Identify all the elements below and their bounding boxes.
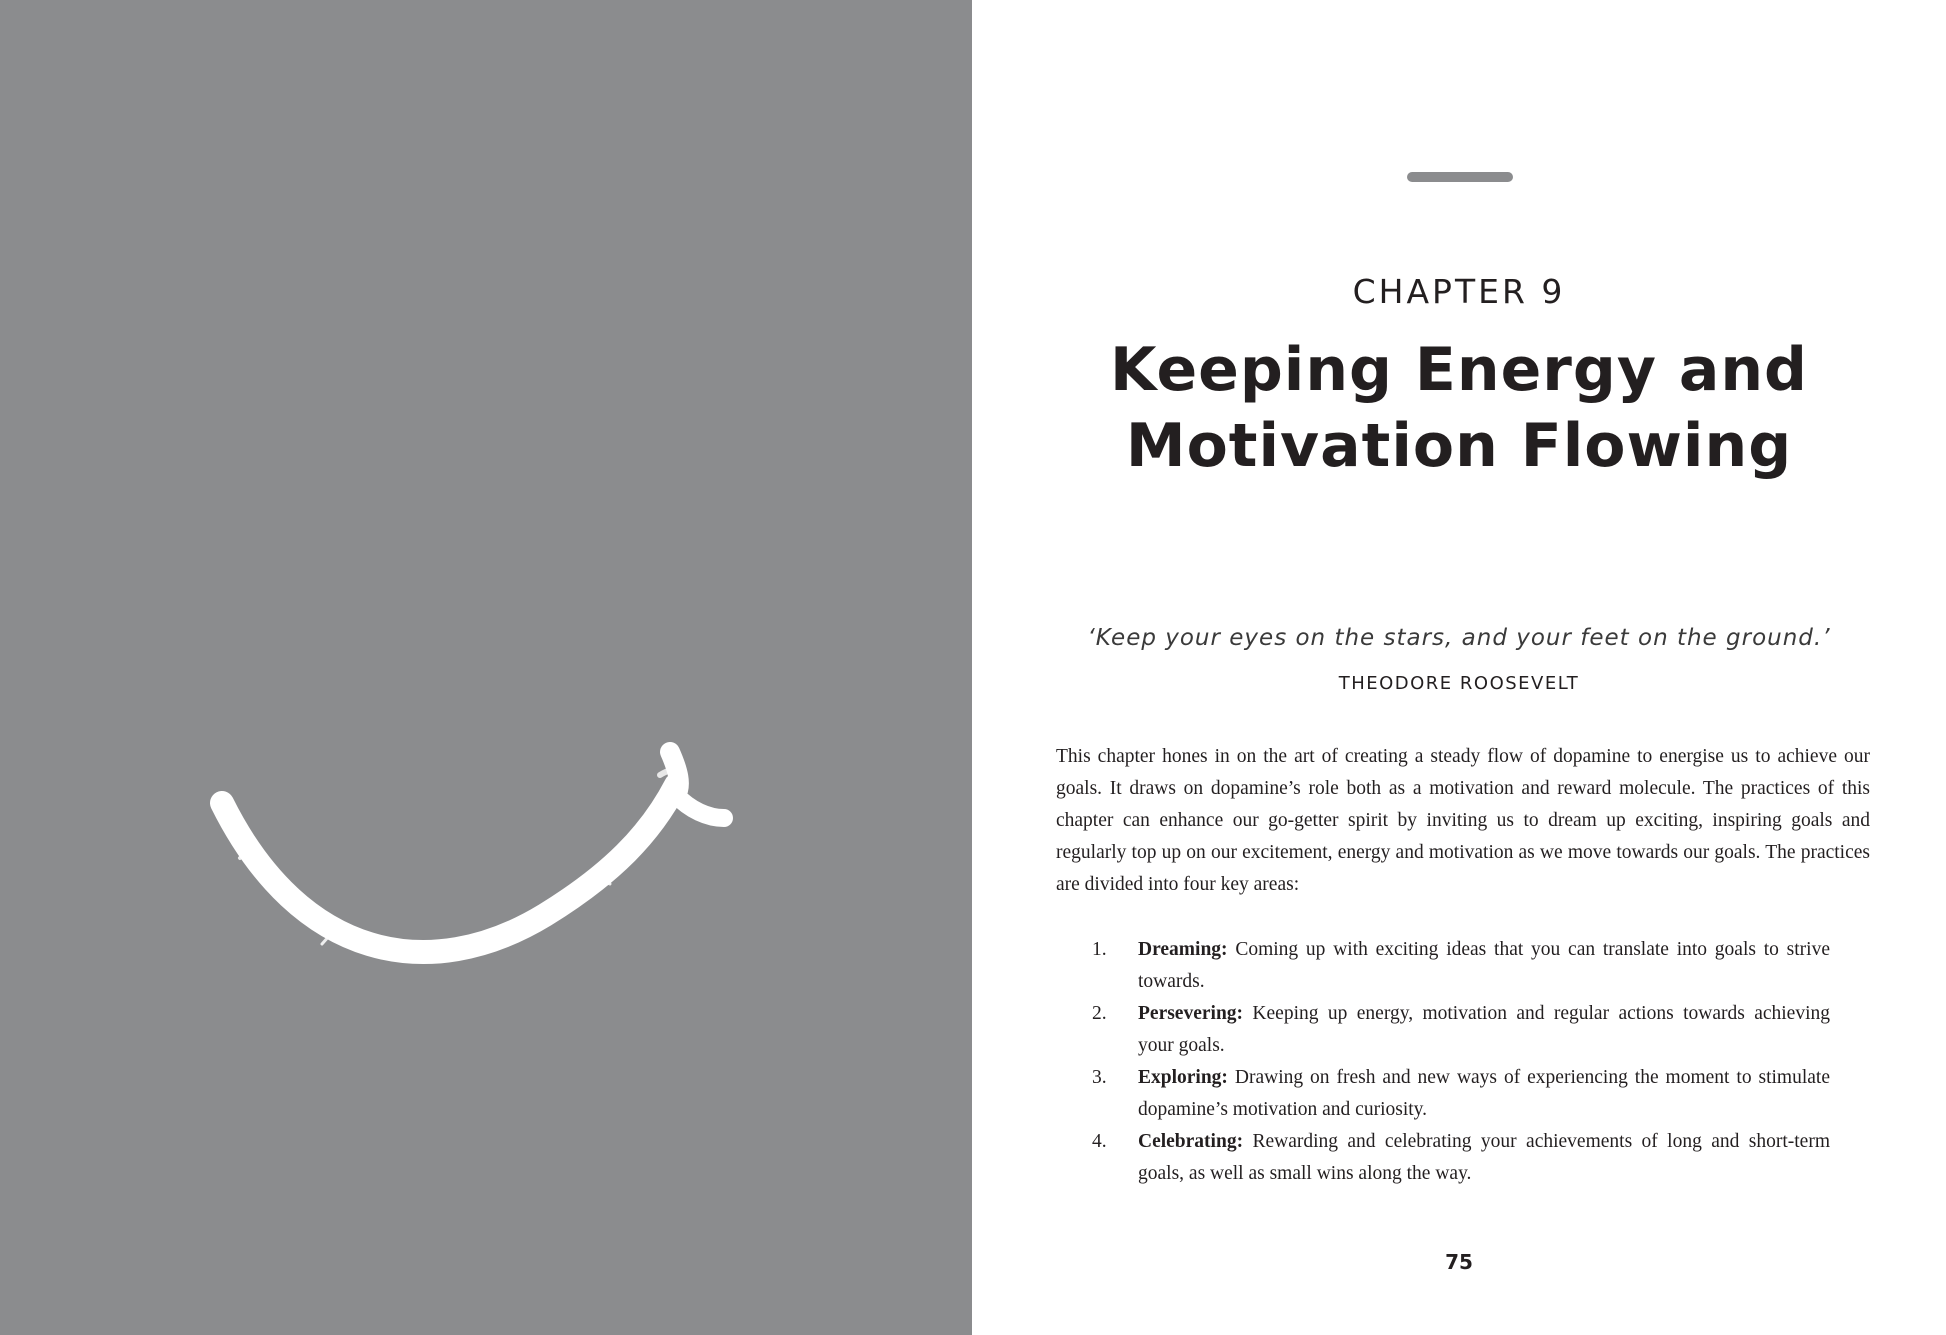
list-item-text: Coming up with exciting ideas that you can translate into goals to strive towards. bbox=[1138, 939, 1830, 992]
chapter-decor-bar bbox=[1407, 172, 1513, 182]
brush-smile-icon bbox=[0, 0, 972, 1335]
list-item-text: Rewarding and celebrating your achievements of long and short-term goals, as well as small wins along the way. bbox=[1138, 1131, 1830, 1184]
chapter-title bbox=[972, 332, 1946, 484]
list-item-number: 1. bbox=[1092, 939, 1107, 960]
chapter-title-line-2: Motivation Flowing bbox=[1125, 411, 1793, 481]
page-number: 75 bbox=[1445, 1250, 1473, 1274]
chapter-label: CHAPTER 9 bbox=[1352, 272, 1566, 311]
epigraph-quote: ‘Keep your eyes on the stars, and your feet on the ground.’ bbox=[1087, 625, 1831, 651]
practices-list bbox=[1092, 934, 1830, 1190]
left-page-panel bbox=[0, 0, 972, 1335]
list-item-number: 3. bbox=[1092, 1067, 1107, 1088]
list-item-term: Exploring: bbox=[1138, 1067, 1228, 1088]
list-item-term: Celebrating: bbox=[1138, 1131, 1244, 1152]
list-item-text: Drawing on fresh and new ways of experiencing the moment to stimulate dopamine’s motivation and curiosity. bbox=[1138, 1067, 1830, 1120]
list-item bbox=[1092, 998, 1830, 1062]
intro-paragraph: This chapter hones in on the art of creating a steady flow of dopamine to energise us to achieve our goals. It draws on dopamine’s role both as a motivation and reward molecule. The practices of this chapter can enhance our go-getter spirit by inviting us to dream up exciting, inspiring goals and regularly top up on our excitement, energy and motivation as we move towards our goals. The practices are divided into four key areas: bbox=[1056, 746, 1870, 895]
list-item bbox=[1092, 1062, 1830, 1126]
list-item-term: Persevering: bbox=[1138, 1003, 1244, 1024]
chapter-title-line-1: Keeping Energy and bbox=[1110, 335, 1808, 405]
epigraph-author: THEODORE ROOSEVELT bbox=[1338, 673, 1580, 694]
list-item-number: 2. bbox=[1092, 1003, 1107, 1024]
list-item-term: Dreaming: bbox=[1138, 939, 1228, 960]
list-item bbox=[1092, 934, 1830, 998]
right-page bbox=[972, 0, 1946, 1335]
list-item-number: 4. bbox=[1092, 1131, 1107, 1152]
list-item-text: Keeping up energy, motivation and regular actions towards achieving your goals. bbox=[1138, 1003, 1830, 1056]
list-item bbox=[1092, 1126, 1830, 1190]
